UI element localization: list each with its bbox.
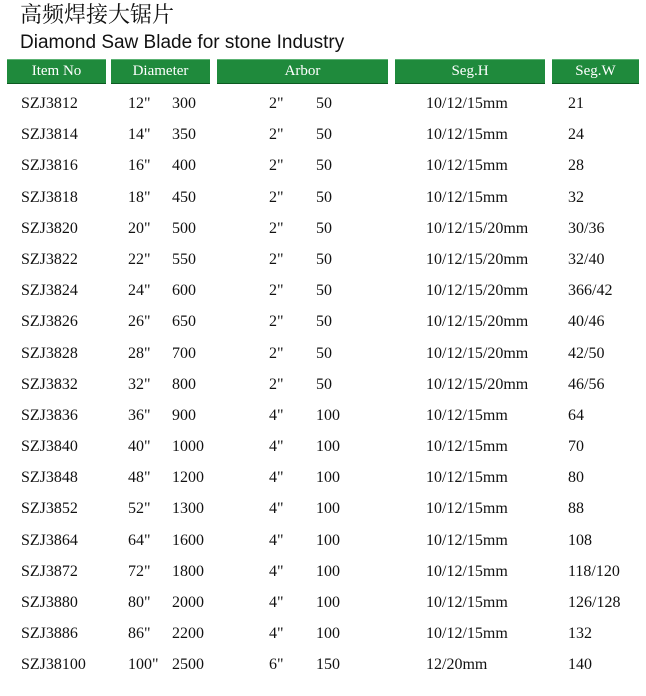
table-row [0, 525, 646, 556]
diameter-mm-cell: 300 [172, 95, 196, 112]
diameter-inch-cell: 64" [128, 531, 151, 549]
diameter-inch-cell: 100" [128, 656, 159, 674]
seg-w-cell: 80 [568, 469, 584, 487]
diameter-mm-cell: 650 [172, 313, 196, 331]
table-row [0, 431, 646, 462]
page-title-chinese: 高频焊接大锯片 [20, 3, 175, 28]
diameter-mm-cell: 500 [172, 219, 196, 237]
item-no-cell: SZJ3848 [21, 469, 78, 487]
arbor-mm-cell: 100 [316, 562, 340, 580]
diameter-inch-cell: 24" [128, 282, 151, 300]
table-row [0, 88, 646, 119]
diameter-inch-cell: 48" [128, 469, 151, 487]
diameter-mm-cell: 1200 [172, 469, 204, 487]
seg-w-cell: 24 [568, 126, 584, 144]
seg-h-cell: 10/12/15mm [426, 500, 508, 518]
table-row [0, 400, 646, 431]
header-arbor: Arbor [217, 59, 388, 84]
arbor-inch-cell: 2" [269, 313, 284, 331]
diameter-mm-cell: 900 [172, 406, 196, 424]
diameter-inch-cell: 72" [128, 562, 151, 580]
seg-h-cell: 10/12/15/20mm [426, 344, 529, 362]
diameter-inch-cell: 32" [128, 375, 151, 393]
diameter-mm-cell: 2500 [172, 656, 204, 674]
diameter-inch-cell: 40" [128, 438, 151, 456]
item-no-cell: SZJ3814 [21, 126, 78, 144]
arbor-inch-cell: 6" [269, 656, 284, 674]
item-no-cell: SZJ3852 [21, 500, 78, 518]
diameter-mm-cell: 1300 [172, 500, 204, 518]
diameter-mm-cell: 1600 [172, 531, 204, 549]
diameter-inch-cell: 16" [128, 157, 151, 175]
item-no-cell: SZJ3840 [21, 438, 78, 456]
diameter-mm-cell: 2200 [172, 625, 204, 643]
seg-w-cell: 64 [568, 406, 584, 424]
seg-w-cell: 140 [568, 656, 592, 674]
arbor-mm-cell: 50 [316, 313, 332, 331]
diameter-inch-cell: 36" [128, 406, 151, 424]
arbor-inch-cell: 4" [269, 531, 284, 549]
seg-w-cell: 126/128 [568, 594, 621, 611]
seg-h-cell: 10/12/15mm [426, 188, 508, 206]
item-no-cell: SZJ3818 [21, 188, 78, 206]
header-diameter: Diameter [111, 59, 210, 84]
item-no-cell: SZJ3828 [21, 344, 78, 362]
diameter-mm-cell: 700 [172, 344, 196, 362]
seg-h-cell: 10/12/15mm [426, 438, 508, 456]
seg-w-cell: 132 [568, 625, 592, 643]
diameter-mm-cell: 400 [172, 157, 196, 175]
seg-h-cell: 10/12/15/20mm [426, 219, 529, 237]
arbor-mm-cell: 50 [316, 344, 332, 362]
arbor-mm-cell: 100 [316, 625, 340, 643]
seg-w-cell: 108 [568, 531, 592, 549]
seg-h-cell: 10/12/15mm [426, 469, 508, 487]
table-row [0, 213, 646, 244]
diameter-mm-cell: 550 [172, 250, 196, 268]
diameter-inch-cell: 28" [128, 344, 151, 362]
arbor-inch-cell: 2" [269, 219, 284, 237]
table-row [0, 649, 646, 680]
table-row [0, 119, 646, 150]
arbor-inch-cell: 4" [269, 469, 284, 487]
item-no-cell: SZJ3820 [21, 219, 78, 237]
arbor-inch-cell: 2" [269, 126, 284, 144]
seg-h-cell: 10/12/15/20mm [426, 375, 529, 393]
arbor-inch-cell: 4" [269, 406, 284, 424]
seg-w-cell: 40/46 [568, 313, 605, 331]
arbor-mm-cell: 100 [316, 438, 340, 456]
arbor-inch-cell: 4" [269, 438, 284, 456]
header-seg-h: Seg.H [395, 59, 545, 84]
item-no-cell: SZJ3886 [21, 625, 78, 643]
arbor-mm-cell: 100 [316, 594, 340, 611]
arbor-mm-cell: 100 [316, 500, 340, 518]
item-no-cell: SZJ3816 [21, 157, 78, 175]
item-no-cell: SZJ3822 [21, 250, 78, 268]
arbor-mm-cell: 50 [316, 126, 332, 144]
arbor-inch-cell: 2" [269, 375, 284, 393]
arbor-mm-cell: 100 [316, 406, 340, 424]
item-no-cell: SZJ3812 [21, 95, 78, 112]
spec-table-body [0, 88, 646, 681]
arbor-mm-cell: 50 [316, 250, 332, 268]
seg-w-cell: 32 [568, 188, 584, 206]
table-row [0, 306, 646, 337]
arbor-mm-cell: 50 [316, 282, 332, 300]
arbor-inch-cell: 2" [269, 95, 284, 112]
seg-h-cell: 10/12/15mm [426, 406, 508, 424]
item-no-cell: SZJ3832 [21, 375, 78, 393]
item-no-cell: SZJ38100 [21, 656, 86, 674]
header-seg-w: Seg.W [552, 59, 639, 84]
table-row [0, 493, 646, 524]
arbor-mm-cell: 50 [316, 188, 332, 206]
diameter-inch-cell: 18" [128, 188, 151, 206]
seg-w-cell: 366/42 [568, 282, 613, 300]
seg-w-cell: 32/40 [568, 250, 605, 268]
seg-w-cell: 88 [568, 500, 584, 518]
arbor-mm-cell: 50 [316, 219, 332, 237]
arbor-mm-cell: 50 [316, 375, 332, 393]
arbor-inch-cell: 2" [269, 157, 284, 175]
seg-h-cell: 10/12/15mm [426, 157, 508, 175]
seg-w-cell: 42/50 [568, 344, 605, 362]
diameter-mm-cell: 600 [172, 282, 196, 300]
item-no-cell: SZJ3826 [21, 313, 78, 331]
arbor-inch-cell: 2" [269, 282, 284, 300]
diameter-inch-cell: 52" [128, 500, 151, 518]
diameter-inch-cell: 22" [128, 250, 151, 268]
page-title-english: Diamond Saw Blade for stone Industry [20, 32, 345, 53]
diameter-mm-cell: 350 [172, 126, 196, 144]
table-row [0, 587, 646, 618]
seg-h-cell: 10/12/15/20mm [426, 313, 529, 331]
table-row [0, 275, 646, 306]
table-row [0, 150, 646, 181]
arbor-mm-cell: 150 [316, 656, 340, 674]
diameter-inch-cell: 86" [128, 625, 151, 643]
diameter-mm-cell: 1000 [172, 438, 204, 456]
diameter-mm-cell: 1800 [172, 562, 204, 580]
seg-h-cell: 10/12/15mm [426, 531, 508, 549]
seg-w-cell: 70 [568, 438, 584, 456]
diameter-inch-cell: 14" [128, 126, 151, 144]
diameter-mm-cell: 450 [172, 188, 196, 206]
arbor-mm-cell: 50 [316, 95, 332, 112]
seg-h-cell: 12/20mm [426, 656, 488, 674]
item-no-cell: SZJ3836 [21, 406, 78, 424]
table-row [0, 182, 646, 213]
arbor-inch-cell: 4" [269, 594, 284, 611]
diameter-inch-cell: 80" [128, 594, 151, 611]
table-row [0, 462, 646, 493]
diameter-mm-cell: 2000 [172, 594, 204, 611]
seg-h-cell: 10/12/15mm [426, 562, 508, 580]
item-no-cell: SZJ3824 [21, 282, 78, 300]
arbor-inch-cell: 4" [269, 500, 284, 518]
arbor-inch-cell: 2" [269, 188, 284, 206]
arbor-inch-cell: 2" [269, 250, 284, 268]
diameter-mm-cell: 800 [172, 375, 196, 393]
table-row [0, 556, 646, 587]
arbor-mm-cell: 100 [316, 531, 340, 549]
header-item-no: Item No [7, 59, 106, 84]
table-row [0, 338, 646, 369]
item-no-cell: SZJ3864 [21, 531, 78, 549]
table-row [0, 369, 646, 400]
seg-h-cell: 10/12/15/20mm [426, 282, 529, 300]
table-row [0, 618, 646, 649]
arbor-mm-cell: 50 [316, 157, 332, 175]
diameter-inch-cell: 12" [128, 95, 151, 112]
seg-h-cell: 10/12/15mm [426, 95, 508, 112]
seg-h-cell: 10/12/15/20mm [426, 250, 529, 268]
seg-h-cell: 10/12/15mm [426, 126, 508, 144]
arbor-inch-cell: 4" [269, 625, 284, 643]
diameter-inch-cell: 26" [128, 313, 151, 331]
seg-w-cell: 46/56 [568, 375, 605, 393]
arbor-mm-cell: 100 [316, 469, 340, 487]
seg-w-cell: 28 [568, 157, 584, 175]
seg-h-cell: 10/12/15mm [426, 625, 508, 643]
item-no-cell: SZJ3872 [21, 562, 78, 580]
diameter-inch-cell: 20" [128, 219, 151, 237]
table-row [0, 244, 646, 275]
seg-w-cell: 21 [568, 95, 584, 112]
arbor-inch-cell: 4" [269, 562, 284, 580]
seg-h-cell: 10/12/15mm [426, 594, 508, 611]
arbor-inch-cell: 2" [269, 344, 284, 362]
seg-w-cell: 118/120 [568, 562, 620, 580]
seg-w-cell: 30/36 [568, 219, 605, 237]
item-no-cell: SZJ3880 [21, 594, 78, 611]
